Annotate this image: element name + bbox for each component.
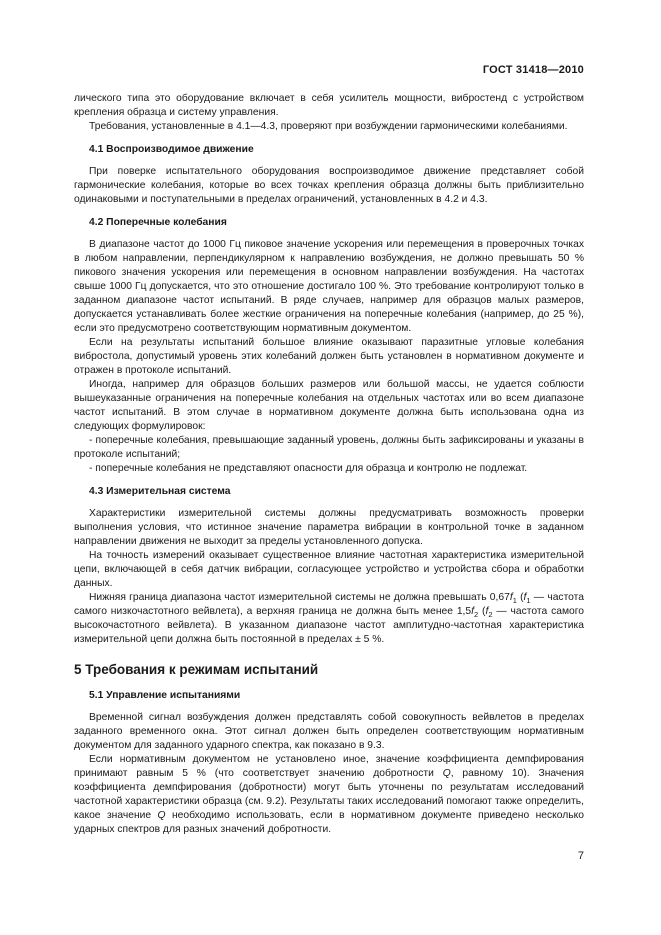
paragraph: Если на результаты испытаний большое влияние оказывают паразитные угловые колебания вибростола, допустимый уровень этих колебаний должен быть установлен в нормативном документе и отражен в протоколе испытаний. xyxy=(74,337,584,376)
standard-header: ГОСТ 31418—2010 xyxy=(482,64,584,76)
text-run: , равному 10). Значения коэффициента демпфирования (добротности) могут быть уточнены по результатам исследований частотной характеристики образца (см. 9.2). Результаты таких исследований помогают также определить, какое значение xyxy=(74,768,584,821)
paragraph-damping xyxy=(74,753,584,837)
paragraph: Иногда, например для образцов больших размеров или большой массы, не удается соблюсти вышеуказанные ограничения на поперечные колебания на отдельных частотах или во всем диапазоне частот испытаний. В этом случае в нормативном документе должна быть использована одна из следующих формулировок: xyxy=(74,379,584,432)
formula-symbol: f xyxy=(485,606,489,617)
formula-symbol: f xyxy=(471,606,475,617)
paragraph: Требования, установленные в 4.1—4.3, проверяют при возбуждении гармоническими колебаниями. xyxy=(89,121,568,132)
section-heading-5-1: 5.1 Управление испытаниями xyxy=(89,690,241,701)
text-run: Нижняя граница диапазона частот измерительной системы не должна превышать 0,67 xyxy=(89,592,510,603)
paragraph-frequency-range xyxy=(74,591,584,647)
text-run: ( xyxy=(516,592,524,603)
text-run: ( xyxy=(478,606,486,617)
paragraph: При поверке испытательного оборудования воспроизводимое движение представляет собой гармонические колебания, которые во всех точках крепления образца должны быть приблизительно одинаковыми и поступательными в пределах ограничений, установленных в 4.2 и 4.3. xyxy=(74,166,584,205)
text-run: Если нормативным документом не установлено иное, значение коэффициента демпфирования принимают равным 5 % (что соответствует значению добротности xyxy=(74,754,584,779)
formula-subscript: 1 xyxy=(512,596,517,606)
formula-symbol: f xyxy=(523,592,527,603)
paragraph: Характеристики измерительной системы должны предусматривать возможность проверки выполнения условия, что истинное значение параметра вибрации в контрольной точке в заданном направлении движения не выходит за пределы установленного допуска. xyxy=(74,508,584,547)
section-heading-4-1: 4.1 Воспроизводимое движение xyxy=(89,144,254,155)
section-heading-4-2: 4.2 Поперечные колебания xyxy=(89,217,227,228)
paragraph-continued: лического типа это оборудование включает в себя усилитель мощности, вибростенд с устройством крепления образца и систему управления. xyxy=(74,93,584,118)
page-number: 7 xyxy=(577,850,584,862)
paragraph: В диапазоне частот до 1000 Гц пиковое значение ускорения или перемещения в проверочных точках в любом направлении, перпендикулярном к направлению возбуждения, не должно превышать 50 % пикового значения ускорения или перемещения в основном направлении возбуждения. На частотах свыше 1000 Гц допускается, что это отношение достигало 100 %. Это требование контролируют только в заданном диапазоне частот испытаний. В ряде случаев, например для образцов малых размеров, допускается устанавливать более жесткие ограничения на поперечные колебания (например, до 25 %), если это предусмотрено соответствующим нормативным документом. xyxy=(74,239,584,334)
formula-symbol: Q xyxy=(442,768,451,779)
text-run: — частота самого высокочастотного вейвлета). В указанном диапазоне частот амплитудно-частотная характеристика измерительной цепи должна быть постоянной в пределах ± 5 %. xyxy=(74,606,585,645)
formula-subscript: 2 xyxy=(474,610,479,620)
text-run: — частота самого низкочастотного вейвлета), а верхняя граница не должна быть менее 1,5 xyxy=(74,592,584,617)
section-heading-4-3: 4.3 Измерительная система xyxy=(89,486,231,497)
section-heading-5: 5 Требования к режимам испытаний xyxy=(74,662,319,677)
text-run: необходимо использовать, если в нормативном документе приведено несколько ударных спектров для разных значений добротности. xyxy=(74,810,584,835)
list-item: - поперечные колебания не представляют опасности для образца и контролю не подлежат. xyxy=(89,463,528,474)
paragraph: Временной сигнал возбуждения должен представлять собой совокупность вейвлетов в пределах заданного временного окна. Этот сигнал должен быть определен соответствующим нормативным документом для заданного ударного спектра, как показано в 9.3. xyxy=(74,712,584,751)
formula-subscript: 1 xyxy=(526,596,531,606)
document-body xyxy=(74,92,584,837)
formula-subscript: 2 xyxy=(488,610,493,620)
formula-symbol: Q xyxy=(157,810,166,821)
list-item: - поперечные колебания, превышающие заданный уровень, должны быть зафиксированы и указаны в протоколе испытаний; xyxy=(74,435,584,460)
paragraph: На точность измерений оказывает существенное влияние частотная характеристика измерительной цепи, включающей в себя датчик вибрации, согласующее устройство и устройства сбора и обработки данных. xyxy=(74,550,584,589)
formula-symbol: f xyxy=(509,592,513,603)
